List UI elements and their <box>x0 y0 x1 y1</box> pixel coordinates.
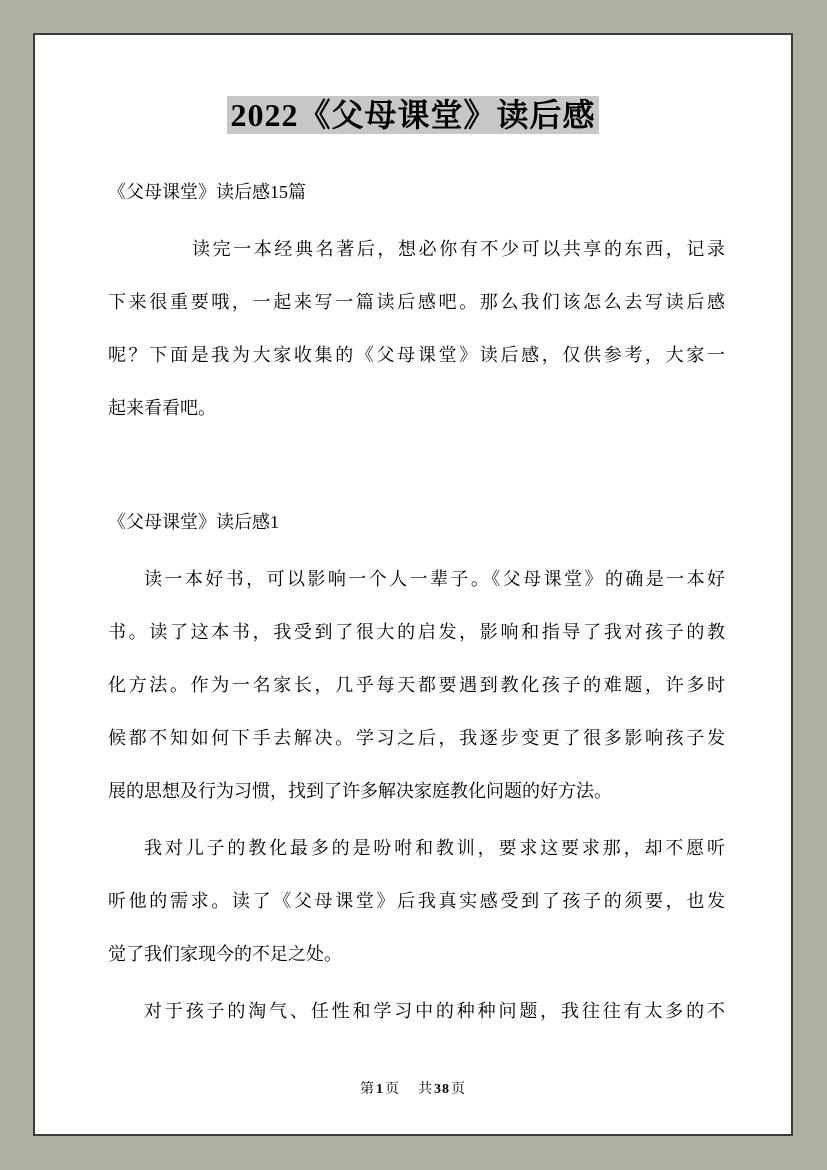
paragraph-line: 对于孩子的淘气、任性和学习中的种种问题，我往往有太多的不 <box>144 1001 725 1021</box>
paragraph-line <box>108 439 725 492</box>
document-title-highlight: 2022《父母课堂》读后感 <box>227 96 598 134</box>
document-title <box>35 95 791 135</box>
document-body <box>108 166 725 1038</box>
document-page <box>33 33 793 1136</box>
page-footer <box>35 1078 791 1098</box>
paragraph-line: 读一本好书，可以影响一个人一辈子。《父母课堂》的确是一本好 <box>144 569 725 589</box>
blank-line <box>108 439 725 492</box>
paragraph <box>108 985 725 1038</box>
footer-total-pages-label: 共38页 <box>418 1082 466 1097</box>
paragraph-line: 候都不知如何下手去解决。学习之后，我逐步变更了很多影响孩子发 <box>108 728 725 748</box>
paragraph-line: 化方法。作为一名家长，几乎每天都要遇到教化孩子的难题，许多时 <box>108 675 725 695</box>
section-heading-line: 《父母课堂》读后感1 <box>108 512 279 532</box>
paragraph-line: 起来看看吧。 <box>108 398 216 418</box>
paragraph-line: 呢？下面是我为大家收集的《父母课堂》读后感，仅供参考，大家一 <box>108 345 725 365</box>
total-page-number: 38 <box>434 1082 450 1097</box>
paragraph-line: 下来很重要哦，一起来写一篇读后感吧。那么我们该怎么去写读后感 <box>108 292 725 312</box>
section-heading <box>108 496 725 549</box>
section-heading-line: 《父母课堂》读后感15篇 <box>108 182 306 202</box>
paragraph-line: 我对儿子的教化最多的是吩咐和教训，要求这要求那，却不愿听 <box>144 838 725 858</box>
paragraph <box>108 223 725 435</box>
paragraph-line: 听他的需求。读了《父母课堂》后我真实感受到了孩子的须要，也发 <box>108 891 725 911</box>
paragraph-line: 觉了我们家现今的不足之处。 <box>108 944 342 964</box>
paragraph-line: 读完一本经典名著后，想必你有不少可以共享的东西，记录 <box>192 239 725 259</box>
footer-current-page-label: 第1页 <box>360 1082 400 1097</box>
current-page-number: 1 <box>376 1082 384 1097</box>
section-heading <box>108 166 725 219</box>
paragraph <box>108 553 725 818</box>
paragraph <box>108 822 725 981</box>
paragraph-line: 书。读了这本书，我受到了很大的启发，影响和指导了我对孩子的教 <box>108 622 725 642</box>
paragraph-line: 展的思想及行为习惯，找到了许多解决家庭教化问题的好方法。 <box>108 781 612 801</box>
